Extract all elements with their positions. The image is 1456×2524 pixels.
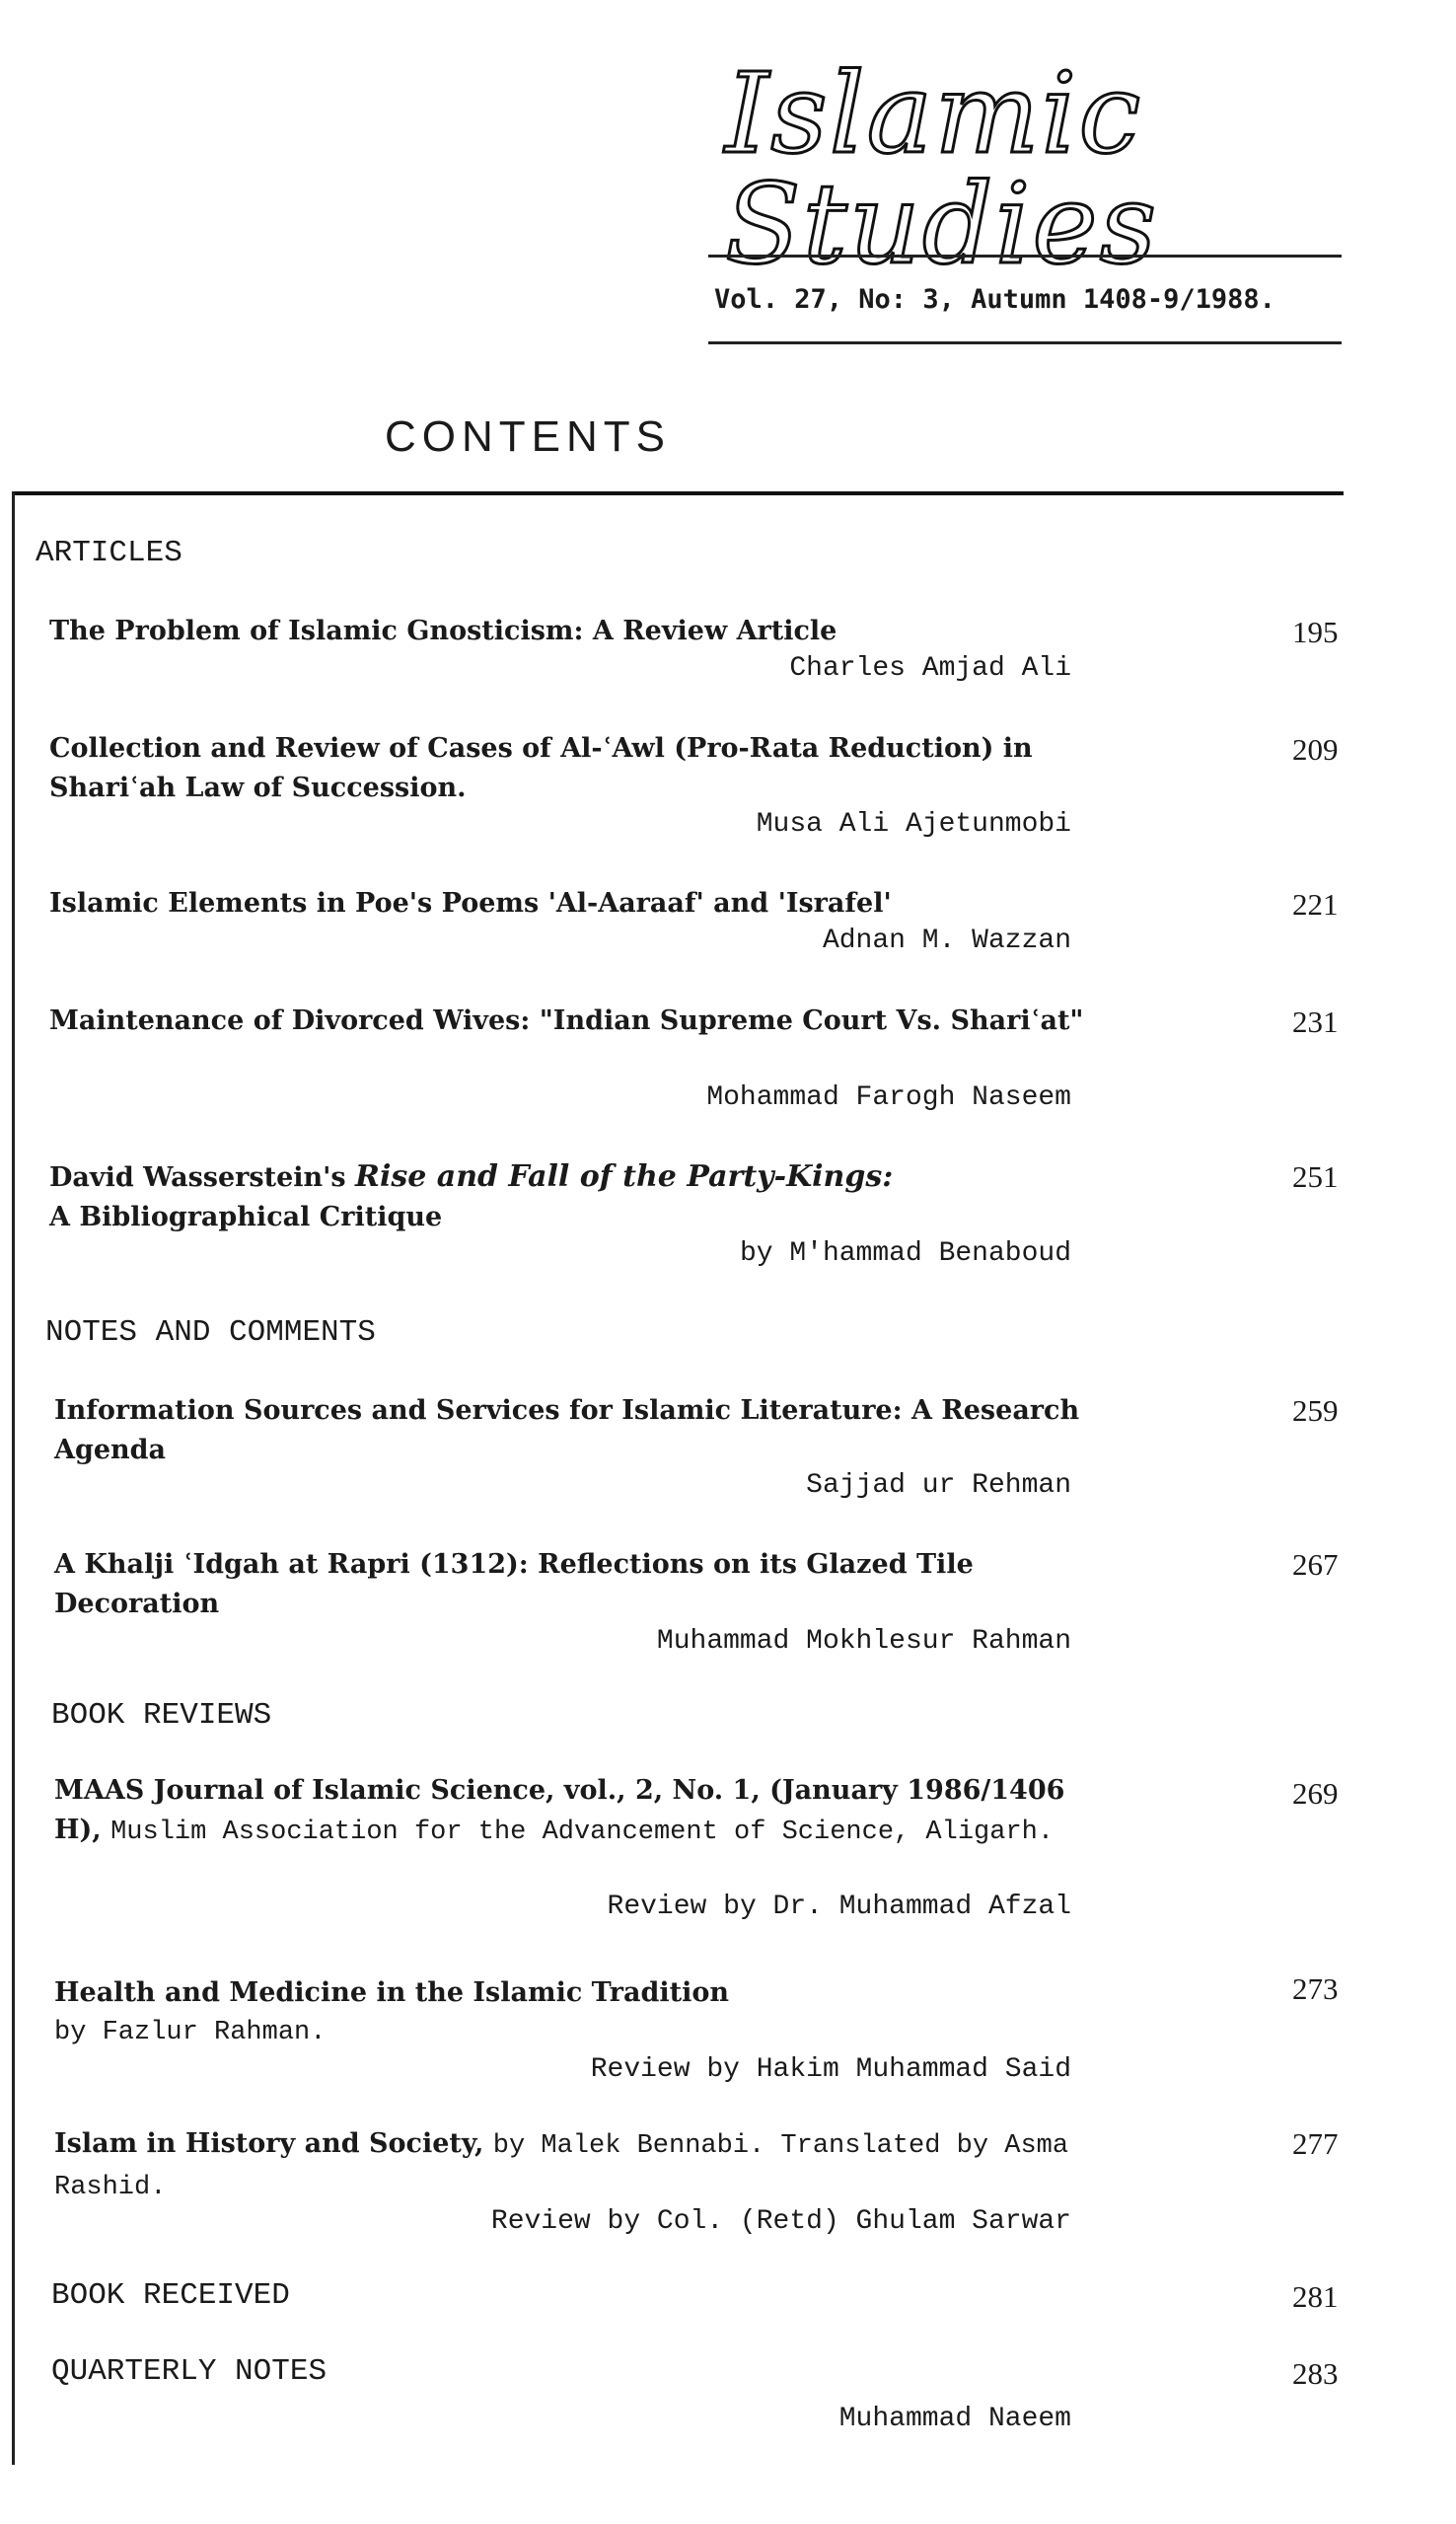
toc-entry-page: 283 (1292, 2356, 1339, 2391)
contents-heading: CONTENTS (385, 412, 671, 461)
toc-entry-title: Collection and Review of Cases of Al-ʿAwl (Pro-Rata Reduction) in Shariʿah Law of Succession. (49, 733, 1033, 803)
toc-entry-page: 269 (1292, 1776, 1339, 1811)
toc-entry-page: 259 (1292, 1393, 1339, 1428)
toc-entry-title: Information Sources and Services for Islamic Literature: A Research Agenda (54, 1395, 1080, 1465)
toc-entry-page: 273 (1292, 1971, 1339, 2006)
toc-entry-title-prefix: David Wasserstein's (49, 1162, 356, 1193)
section-heading-reviews: BOOK REVIEWS (51, 1698, 272, 1733)
toc-entry-title (49, 1157, 1085, 1237)
toc-entry-page: 195 (1292, 615, 1339, 649)
toc-entry-page: 277 (1292, 2126, 1339, 2161)
toc-entry-title-suffix: A Bibliographical Critique (49, 1202, 443, 1232)
toc-entry-title: Maintenance of Divorced Wives: "Indian Supreme Court Vs. Shariʿat" (49, 1005, 1084, 1036)
section-heading-quarterly-notes: QUARTERLY NOTES (51, 2354, 328, 2389)
toc-entry-page: 209 (1292, 732, 1339, 767)
toc-entry-page: 251 (1292, 1159, 1339, 1194)
section-heading-articles: ARTICLES (36, 536, 182, 570)
contents-frame-top (12, 491, 1344, 495)
toc-entry-author: by M'hammad Benaboud (739, 1238, 1071, 1269)
contents-frame-left (12, 491, 15, 2465)
section-heading-books-received: BOOK RECEIVED (51, 2278, 290, 2313)
header-rule-top (708, 255, 1342, 258)
toc-entry-detail: by Fazlur Rahman. (54, 2018, 327, 2047)
toc-entry-title-text: Islam in History and Society, (54, 2128, 484, 2159)
toc-entry-author: Charles Amjad Ali (789, 653, 1071, 684)
toc-entry-author: Adnan M. Wazzan (822, 926, 1071, 956)
toc-entry-author: Mohammad Farogh Naseem (706, 1082, 1071, 1113)
toc-entry-title: The Problem of Islamic Gnosticism: A Review Article (49, 616, 837, 646)
toc-entry-page: 267 (1292, 1547, 1339, 1582)
toc-entry-author: Sajjad ur Rehman (806, 1470, 1071, 1501)
toc-entry-title-text: MAAS Journal of Islamic Science, vol., 2, No. 1, (January 1986/1406 H), (54, 1775, 1065, 1845)
toc-entry-title (54, 1771, 1080, 1852)
toc-entry-detail: Muslim Association for the Advancement of Science, Aligarh. (110, 1818, 1055, 1847)
toc-entry-author: Review by Dr. Muhammad Afzal (607, 1892, 1071, 1922)
toc-entry-author: Muhammad Mokhlesur Rahman (656, 1626, 1071, 1657)
toc-entry-title (54, 2124, 1080, 2207)
issue-line: Vol. 27, No: 3, Autumn 1408-9/1988. (714, 284, 1275, 315)
toc-entry-author: Review by Col. (Retd) Ghulam Sarwar (490, 2206, 1071, 2237)
section-heading-notes: NOTES AND COMMENTS (45, 1315, 376, 1350)
toc-entry-title: A Khalji ʿIdgah at Rapri (1312): Reflections on its Glazed Tile Decoration (54, 1549, 974, 1619)
toc-entry-detail: by Malek Bennabi. Translated by Asma Rashid. (54, 2131, 1069, 2202)
toc-entry-title-italic: Rise and Fall of the Party-Kings: (355, 1159, 894, 1194)
toc-entry-title: Health and Medicine in the Islamic Tradition (54, 1977, 730, 2008)
toc-entry-author: Musa Ali Ajetunmobi (756, 809, 1071, 840)
toc-entry-title: Islamic Elements in Poe's Poems 'Al-Aaraaf' and 'Israfel' (49, 888, 892, 919)
toc-entry-author: Review by Hakim Muhammad Said (590, 2054, 1071, 2085)
header-rule-bottom (708, 341, 1342, 344)
toc-entry-page: 221 (1292, 887, 1339, 922)
journal-masthead: Islamic Studies (725, 50, 1159, 289)
toc-entry-page: 231 (1292, 1004, 1339, 1039)
toc-entry-page: 281 (1292, 2279, 1339, 2314)
toc-entry-author: Muhammad Naeem (838, 2404, 1071, 2434)
